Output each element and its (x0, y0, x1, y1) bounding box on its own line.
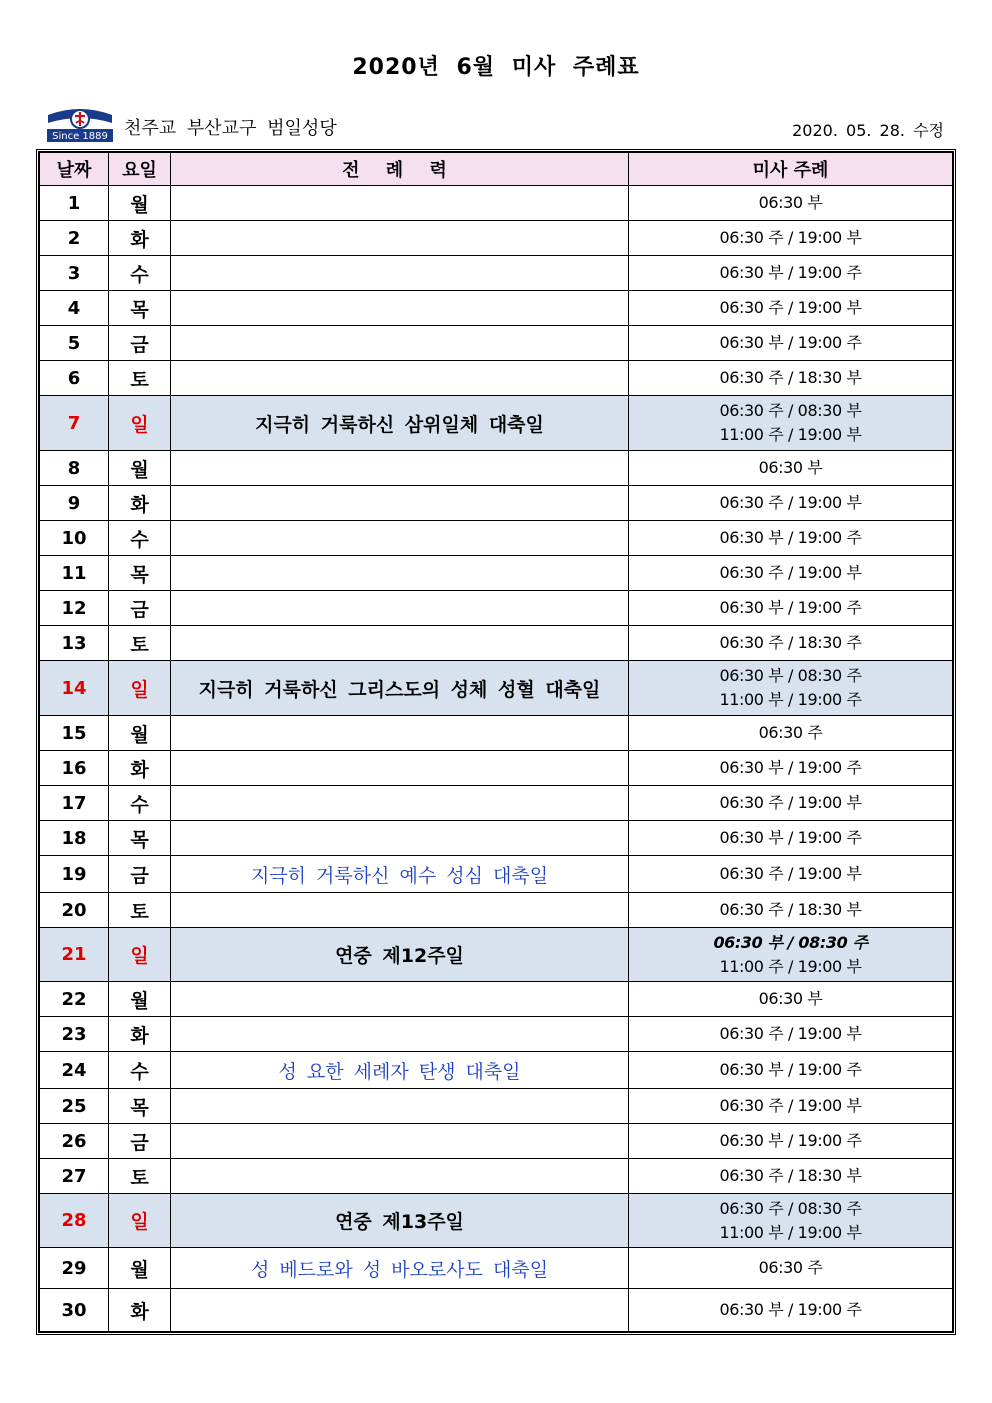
liturgy-cell (171, 626, 629, 661)
weekday-cell: 일 (109, 661, 171, 716)
mass-line-1: 06:30 주 / 08:30 부 (719, 401, 862, 420)
weekday-cell: 목 (109, 821, 171, 856)
revision-date: 2020. 05. 28. 수정 (792, 121, 944, 140)
mass-line-1: 06:30 부 / 19:00 주 (719, 828, 862, 847)
liturgy-cell (171, 716, 629, 751)
date-cell: 3 (40, 256, 109, 291)
mass-cell (629, 451, 953, 486)
date-cell: 25 (40, 1089, 109, 1124)
table-row (40, 751, 953, 786)
liturgy-cell (171, 1089, 629, 1124)
mass-line-1: 06:30 주 / 19:00 부 (719, 493, 862, 512)
mass-line-1: 06:30 주 / 08:30 주 (719, 1198, 862, 1218)
liturgy-cell (171, 556, 629, 591)
date-cell: 19 (40, 856, 109, 893)
mass-line-1: 06:30 부 / 19:00 주 (719, 528, 862, 547)
date-cell: 1 (40, 186, 109, 221)
table-row (40, 1248, 953, 1289)
mass-line-1: 06:30 부 / 19:00 주 (719, 1060, 862, 1079)
mass-cell (629, 486, 953, 521)
weekday-cell: 금 (109, 591, 171, 626)
date-cell: 21 (40, 928, 109, 982)
weekday-cell: 월 (109, 451, 171, 486)
table-row (40, 361, 953, 396)
table-row (40, 451, 953, 486)
mass-cell (629, 326, 953, 361)
table-row (40, 856, 953, 893)
table-row (40, 256, 953, 291)
date-cell: 29 (40, 1248, 109, 1289)
table-row (40, 1052, 953, 1089)
mass-line-1: 06:30 부 (758, 193, 823, 212)
liturgy-cell (171, 982, 629, 1017)
date-cell: 17 (40, 786, 109, 821)
weekday-cell: 화 (109, 221, 171, 256)
liturgy-cell (171, 786, 629, 821)
liturgy-cell (171, 821, 629, 856)
mass-line-1: 06:30 부 / 19:00 주 (719, 1131, 862, 1150)
date-cell: 30 (40, 1289, 109, 1332)
liturgy-cell (171, 1017, 629, 1052)
weekday-cell: 화 (109, 751, 171, 786)
mass-line-1: 06:30 주 / 18:30 주 (719, 633, 862, 652)
mass-line-2: 11:00 주 / 19:00 부 (719, 956, 862, 976)
mass-cell (629, 661, 953, 716)
mass-cell (629, 186, 953, 221)
date-cell: 2 (40, 221, 109, 256)
date-cell: 11 (40, 556, 109, 591)
schedule-table-frame (36, 149, 956, 1335)
liturgy-cell (171, 893, 629, 928)
table-row (40, 221, 953, 256)
table-row (40, 1194, 953, 1248)
weekday-cell: 수 (109, 1052, 171, 1089)
date-cell: 16 (40, 751, 109, 786)
date-cell: 28 (40, 1194, 109, 1248)
mass-cell (629, 786, 953, 821)
liturgy-cell: 연중 제12주일 (171, 928, 629, 982)
mass-cell (629, 893, 953, 928)
table-row (40, 591, 953, 626)
liturgy-cell (171, 186, 629, 221)
mass-line-1: 06:30 주 / 19:00 부 (719, 563, 862, 582)
weekday-cell: 일 (109, 928, 171, 982)
date-cell: 6 (40, 361, 109, 396)
mass-line-1: 06:30 주 (758, 723, 823, 742)
mass-line-1: 06:30 부 (758, 458, 823, 477)
liturgy-cell (171, 361, 629, 396)
mass-line-1: 06:30 주 / 19:00 부 (719, 793, 862, 812)
weekday-cell: 일 (109, 396, 171, 451)
header-date: 날짜 (40, 153, 109, 186)
mass-cell (629, 221, 953, 256)
mass-cell (629, 1289, 953, 1332)
table-row (40, 186, 953, 221)
table-header-row (40, 153, 953, 186)
liturgy-cell (171, 326, 629, 361)
liturgy-cell: 지극히 거룩하신 삼위일체 대축일 (171, 396, 629, 451)
weekday-cell: 토 (109, 893, 171, 928)
liturgy-cell: 지극히 거룩하신 그리스도의 성체 성혈 대축일 (171, 661, 629, 716)
table-row (40, 928, 953, 982)
mass-line-1: 06:30 부 / 19:00 주 (719, 598, 862, 617)
date-cell: 12 (40, 591, 109, 626)
date-cell: 10 (40, 521, 109, 556)
page-title: 2020년 6월 미사 주례표 (352, 55, 640, 80)
table-row (40, 291, 953, 326)
weekday-cell: 월 (109, 716, 171, 751)
weekday-cell: 토 (109, 361, 171, 396)
date-cell: 23 (40, 1017, 109, 1052)
mass-line-1: 06:30 주 / 19:00 부 (719, 298, 862, 317)
date-cell: 18 (40, 821, 109, 856)
table-row (40, 1089, 953, 1124)
liturgy-cell (171, 221, 629, 256)
mass-cell (629, 521, 953, 556)
date-cell: 20 (40, 893, 109, 928)
date-cell: 7 (40, 396, 109, 451)
mass-schedule-table (39, 152, 953, 1332)
date-cell: 14 (40, 661, 109, 716)
mass-line-2: 11:00 부 / 19:00 부 (719, 1222, 862, 1242)
table-row (40, 786, 953, 821)
mass-cell (629, 982, 953, 1017)
date-cell: 15 (40, 716, 109, 751)
logo-text: Since 1889 (52, 131, 108, 142)
header-mass: 미사 주례 (629, 153, 953, 186)
mass-cell (629, 716, 953, 751)
table-row (40, 396, 953, 451)
liturgy-cell: 성 베드로와 성 바오로사도 대축일 (171, 1248, 629, 1289)
mass-cell (629, 1052, 953, 1089)
weekday-cell: 월 (109, 1248, 171, 1289)
table-row (40, 1017, 953, 1052)
mass-cell (629, 556, 953, 591)
mass-line-1: 06:30 부 / 19:00 주 (719, 1300, 862, 1319)
mass-line-2: 11:00 주 / 19:00 부 (719, 425, 862, 444)
mass-cell (629, 821, 953, 856)
mass-cell (629, 396, 953, 451)
mass-cell (629, 1159, 953, 1194)
liturgy-cell (171, 591, 629, 626)
weekday-cell: 토 (109, 1159, 171, 1194)
mass-line-1: 06:30 주 / 19:00 부 (719, 1096, 862, 1115)
mass-line-1: 06:30 주 / 18:30 부 (719, 900, 862, 919)
liturgy-cell (171, 1124, 629, 1159)
liturgy-cell (171, 451, 629, 486)
weekday-cell: 목 (109, 291, 171, 326)
liturgy-cell: 성 요한 세례자 탄생 대축일 (171, 1052, 629, 1089)
mass-line-1: 06:30 부 / 19:00 주 (719, 758, 862, 777)
mass-cell (629, 1017, 953, 1052)
mass-cell (629, 1089, 953, 1124)
table-row (40, 661, 953, 716)
mass-line-1: 06:30 주 / 19:00 부 (719, 228, 862, 247)
mass-line-1: 06:30 주 / 19:00 부 (719, 864, 862, 883)
table-row (40, 521, 953, 556)
liturgy-cell: 지극히 거룩하신 예수 성심 대축일 (171, 856, 629, 893)
weekday-cell: 수 (109, 256, 171, 291)
mass-line-1: 06:30 부 / 19:00 주 (719, 263, 862, 282)
mass-cell (629, 1194, 953, 1248)
weekday-cell: 목 (109, 1089, 171, 1124)
mass-line-1: 06:30 주 / 18:30 부 (719, 1166, 862, 1185)
mass-cell (629, 361, 953, 396)
mass-cell (629, 626, 953, 661)
table-row (40, 982, 953, 1017)
date-cell: 5 (40, 326, 109, 361)
mass-line-1: 06:30 주 / 18:30 부 (719, 368, 862, 387)
date-cell: 8 (40, 451, 109, 486)
mass-line-1: 06:30 주 / 19:00 부 (719, 1024, 862, 1043)
weekday-cell: 화 (109, 1289, 171, 1332)
date-cell: 24 (40, 1052, 109, 1089)
weekday-cell: 토 (109, 626, 171, 661)
mass-cell (629, 591, 953, 626)
weekday-cell: 금 (109, 326, 171, 361)
weekday-cell: 수 (109, 786, 171, 821)
table-row (40, 821, 953, 856)
table-row (40, 893, 953, 928)
liturgy-cell (171, 1289, 629, 1332)
liturgy-cell (171, 256, 629, 291)
liturgy-cell (171, 291, 629, 326)
weekday-cell: 월 (109, 186, 171, 221)
date-cell: 22 (40, 982, 109, 1017)
date-cell: 26 (40, 1124, 109, 1159)
parish-name: 천주교 부산교구 범일성당 (124, 118, 337, 139)
table-row (40, 326, 953, 361)
mass-cell (629, 928, 953, 982)
weekday-cell: 목 (109, 556, 171, 591)
mass-line-1: 06:30 부 / 19:00 주 (719, 333, 862, 352)
weekday-cell: 금 (109, 1124, 171, 1159)
liturgy-cell: 연중 제13주일 (171, 1194, 629, 1248)
mass-line-1: 06:30 부 (758, 989, 823, 1008)
table-row (40, 556, 953, 591)
date-cell: 13 (40, 626, 109, 661)
mass-cell (629, 256, 953, 291)
mass-cell (629, 751, 953, 786)
parish-logo (44, 105, 116, 143)
date-cell: 9 (40, 486, 109, 521)
mass-cell (629, 1124, 953, 1159)
liturgy-cell (171, 521, 629, 556)
liturgy-cell (171, 751, 629, 786)
weekday-cell: 화 (109, 486, 171, 521)
mass-cell (629, 291, 953, 326)
weekday-cell: 월 (109, 982, 171, 1017)
date-cell: 27 (40, 1159, 109, 1194)
weekday-cell: 일 (109, 1194, 171, 1248)
mass-line-1: 06:30 부 / 08:30 주 (719, 666, 862, 685)
mass-cell (629, 1248, 953, 1289)
table-row (40, 716, 953, 751)
weekday-cell: 수 (109, 521, 171, 556)
table-row (40, 486, 953, 521)
header-liturgy: 전 례 력 (171, 153, 629, 186)
liturgy-cell (171, 486, 629, 521)
table-row (40, 1159, 953, 1194)
mass-line-1: 06:30 부 / 08:30 주 (713, 932, 868, 952)
mass-line-2: 11:00 부 / 19:00 주 (719, 690, 862, 709)
date-cell: 4 (40, 291, 109, 326)
weekday-cell: 금 (109, 856, 171, 893)
liturgy-cell (171, 1159, 629, 1194)
table-row (40, 1124, 953, 1159)
mass-cell (629, 856, 953, 893)
table-row (40, 626, 953, 661)
header-day: 요일 (109, 153, 171, 186)
mass-line-1: 06:30 주 (758, 1258, 823, 1277)
weekday-cell: 화 (109, 1017, 171, 1052)
table-row (40, 1289, 953, 1332)
